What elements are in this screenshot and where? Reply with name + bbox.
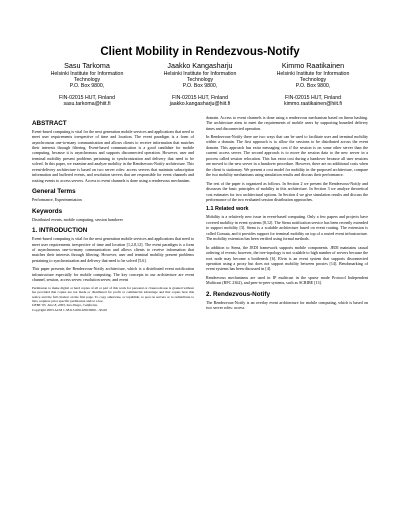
author-city: FIN-02015 HUT, Finland (172, 94, 228, 101)
footnote-conference: DEBS '03, June 8, 2003, San Diego, California. (32, 303, 98, 308)
author-name: Kimmo Raatikainen (281, 61, 345, 70)
keywords-heading: Keywords (32, 207, 63, 215)
introduction-paragraph: This paper presents the Rendezvous-Notify architecture, which is a distributed event notification infrastructure especially for mobile computing. The key concepts in our architecture are event channel, session, access server, resolution server, and event (32, 266, 194, 283)
introduction-heading: 1. INTRODUCTION (32, 227, 88, 235)
right-column (206, 115, 368, 314)
author-affiliation: Helsinki Institute for Information (50, 70, 124, 77)
general-terms-text: Performance, Experimentation (32, 197, 82, 203)
author-name: Sasu Tarkoma (64, 61, 110, 70)
author-affiliation: Helsinki Institute for Information (276, 70, 350, 77)
related-work-paragraph: Mobility is a relatively new issue in event-based computing. Only a few papers and projects have covered mobility in event systems [8,12]. The Siena notification service has been recently extended to support mobility [3]. Siena is a scalable architecture based on event routing. The extension is called Comuta, and it provides support for terminal mobility on top of a routed event infrastructure. The mobility extension has been verified using formal methods. (206, 214, 368, 242)
body-paragraph: domain. Access to event channels is done using a rendezvous mechanism based on linear hashing. The architecture aims to meet the requirements of mobile users by supporting bounded delivery times and disconnected operation. (206, 114, 368, 131)
permission-footnote (32, 286, 194, 312)
author-po-box: P.O. Box 9800, (69, 83, 105, 90)
left-column (32, 115, 194, 314)
keywords-text: Distributed events, mobile computing, session handover (32, 216, 123, 222)
general-terms-heading: General Terms (32, 188, 76, 196)
author-3 (258, 62, 368, 108)
author-po-box: P.O. Box 9800, (182, 83, 218, 90)
related-work-paragraph: Rendezvous mechanisms are used in IP multicast in the sparse mode Protocol Independent Multicast (RFC 2362), and peer-to-peer systems, such as SCRIBE [13]. (206, 274, 368, 286)
author-name: Jaakko Kangasharju (167, 61, 233, 70)
author-affiliation: Technology (186, 77, 214, 83)
author-email[interactable]: sasu.tarkoma@hiit.fi (63, 101, 111, 108)
rendezvous-notify-heading: 2. Rendezvous-Notify (206, 290, 271, 298)
rendezvous-notify-paragraph: The Rendezvous-Notify is an overlay event architecture for mobile computing, which is based on two server roles: access (206, 299, 368, 311)
introduction-paragraph: Event-based computing is vital for the next generation mobile services and applications that need to meet user requirements irrespective of time and location [1,2,8,12]. The event paradigm is a form of asynchronous one-to-many communication and allows clients to receive information that matches their interests through filtering. However, user and terminal mobility present problems pertaining to synchronization and delivery that need to be solved [5,6]. (32, 236, 194, 263)
abstract-text: Event-based computing is vital for the next generation mobile services and applications that need to meet user requirements irrespective of time and location. The event paradigm is a form of asynchronous one-to-many communication and allows clients to receive information that matches their interests through filtering. Event-based communication is a good candidate for mobile computing, because it is asynchronous and supports disconnected operation. However, user and terminal mobility present problems pertaining to synchronization and delivery that need to be solved. In this paper, we examine and analyze mobility in the Rendezvous-Notify architecture. This event-delivery architecture is based on two server roles: access servers that maintain subscription information and buffered events, and resolution servers that are responsible for event channels and routing events to access servers. Access to event channels is done using a rendezvous mechanism. (32, 128, 194, 183)
body-columns (32, 115, 368, 314)
author-po-box: P.O. Box 9800, (295, 83, 331, 90)
author-email[interactable]: jaakko.kangasharju@hiit.fi (169, 101, 231, 108)
footnote-permission: Permission to make digital or hard copies of all or part of this work for personal or classroom use is granted without fee provided that copies are not made or distributed for profit or commercial advantage and that copies bear this notice and the full citation on the first page. To copy otherwise, or republish, to post on servers or to redistribute to lists, requires prior specific permission and/or a fee. (32, 285, 194, 303)
author-city: FIN-02015 HUT, Finland (285, 94, 341, 101)
abstract-heading: ABSTRACT (32, 119, 67, 127)
related-work-heading: 1.1 Related work (206, 206, 249, 213)
author-2 (145, 62, 255, 108)
author-city: FIN-02015 HUT, Finland (59, 94, 115, 101)
author-block (32, 62, 368, 108)
author-affiliation: Helsinki Institute for Information (163, 70, 237, 77)
footnote-copyright: Copyright 2003 ACM 1-58113-000-0/00/0000…$5.00 (32, 307, 107, 312)
related-work-paragraph: In addition to Siena, the JEDI framework supports mobile components. JEDI maintains causal ordering of events; however, the tree-topology is not scalable to high number of servers because the root node may become a bottleneck [6]. Elvin is an event system that supports disconnected operation using a proxy but does not support mobility between proxies [14]. Benchmarking of event systems has been discussed in [4]. (206, 244, 368, 272)
author-affiliation: Technology (299, 77, 327, 83)
body-paragraph: In Rendezvous-Notify there are two ways that can be used to facilitate user and terminal mobility within a domain. The first approach is to allow the sessions to be distributed across the event domain. This approach has extra messaging cost if the session is on some other server than the current access server. The second approach is to move the session data to the new server in a process called session relocation. This has extra cost during a handover because all user sessions are moved to the new server in a handover procedure. However, there are no additional costs when the client is stationary. We present a cost model for mobility in the proposed architecture, compare the two mobility mechanisms using simulation results and discuss their performance. (206, 133, 368, 178)
paper-title: Client Mobility in Rendezvous-Notify (100, 46, 300, 58)
author-email[interactable]: kimmo.raatikainen@hiit.fi (283, 101, 343, 108)
body-paragraph: The rest of the paper is organized as follows. In Section 2 we present the Rendezvous-Notify and discusses the basic principles of mobility in this architecture. In Section 3 we analyze theoretical cost estimates for two architectural options. In Section 4 we give simulation results and discuss the performance of the two evaluated session distribution approaches. (206, 180, 368, 202)
author-1 (32, 62, 142, 108)
author-affiliation: Technology (73, 77, 101, 83)
